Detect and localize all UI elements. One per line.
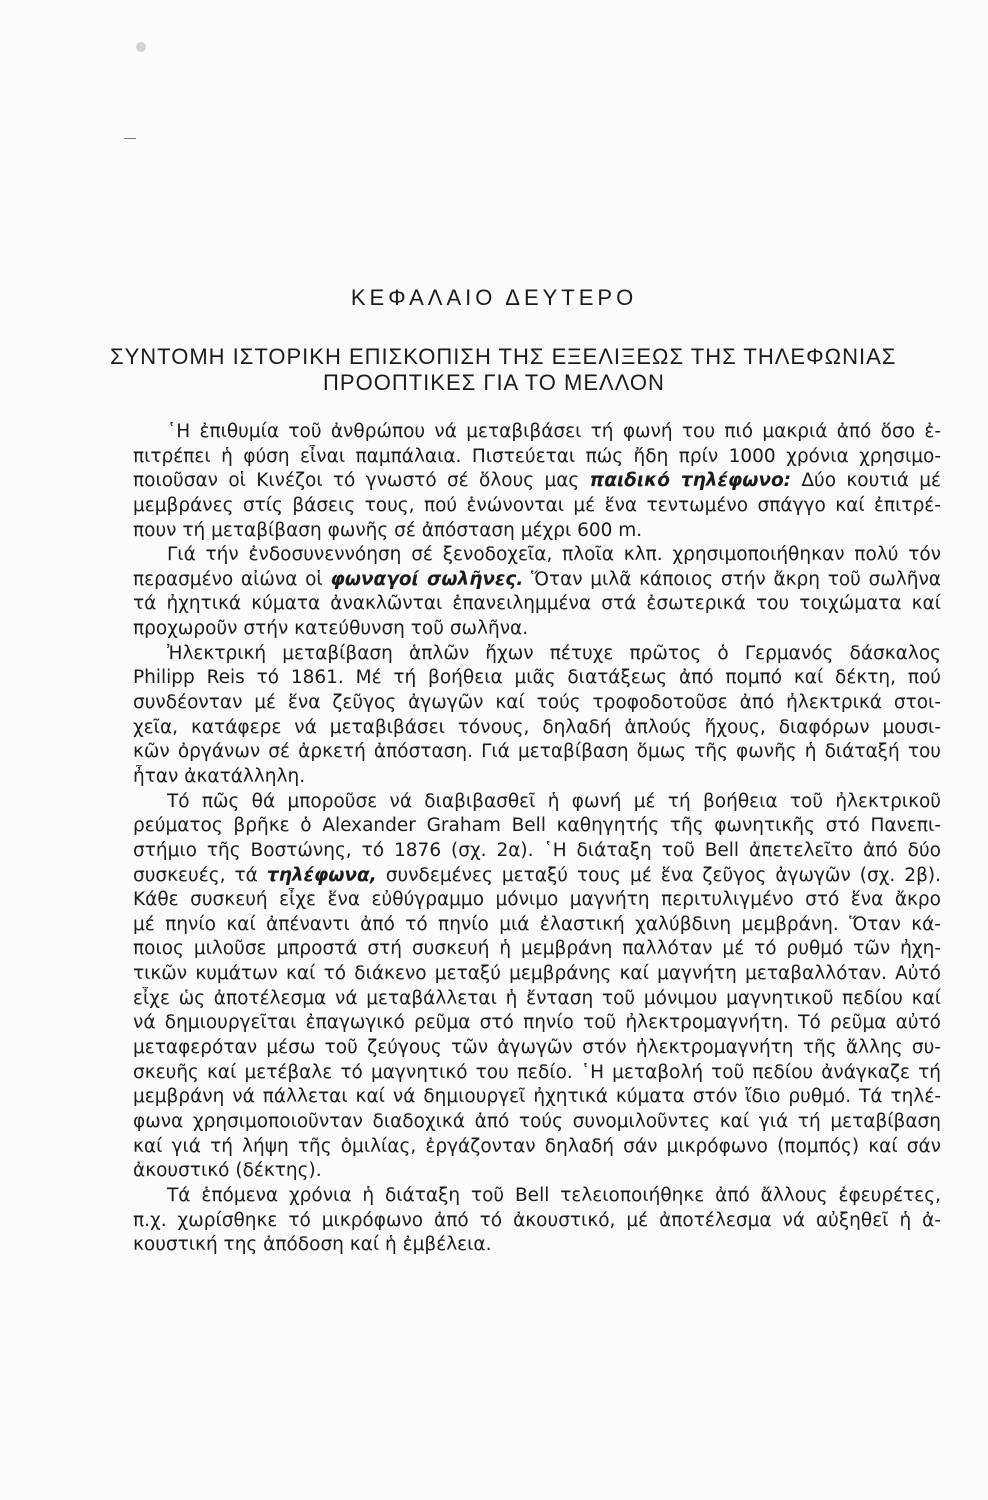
chapter-label: ΚΕΦΑΛΑΙΟ ΔΕΥΤΕΡΟ: [350, 285, 638, 310]
text-line: χεῖα, κατάφερε νά μεταβιβάσει τόνους, δηλαδή ἁπλούς ἤχους, διαφόρων μουσι-: [133, 716, 941, 738]
text-run: ποιοῦσαν οἱ Κινέζοι τό γνωστό σέ ὅλους μας: [133, 470, 590, 492]
text-line: ἀκουστικό (δέκτης).: [133, 1160, 322, 1182]
emphasized-term: τηλέφωνα,: [266, 864, 377, 886]
text-line: μεμβράνη νά πάλλεται καί νά δημιουργεῖ ἠχητικά κύματα στόν ἴδιο ρυθμό. Τά τηλέ-: [133, 1086, 941, 1108]
text-line: μεμβράνες στίς βάσεις τους, πού ἑνώνονται μέ ἕνα τεντωμένο σπάγγο καί ἐπιτρέ-: [133, 494, 941, 516]
body-text: [133, 420, 941, 1258]
text-line: Κάθε συσκευή εἶχε ἕνα εὐθύγραμμο μόνιμο μαγνήτη περιτυλιγμένο στό ἕνα ἄκρο: [133, 889, 941, 911]
text-run: Ὅταν μιλᾶ κάποιος στήν ἄκρη τοῦ σωλῆνα: [523, 568, 941, 590]
text-line: Τό πῶς θά μποροῦσε νά διαβιβασθεῖ ἡ φωνή μέ τή βοήθεια τοῦ ἠλεκτρικοῦ: [167, 790, 941, 812]
text-line: Τά ἑπόμενα χρόνια ἡ διάταξη τοῦ Bell τελειοποιήθηκε ἀπό ἄλλους ἐφευρέτες,: [167, 1184, 941, 1206]
text-line: ῾Η ἐπιθυμία τοῦ ἀνθρώπου νά μεταβιβάσει τή φωνή του πιό μακριά ἀπό ὅσο ἐ-: [167, 421, 941, 442]
text-run: συσκευές, τά: [133, 864, 267, 886]
text-line: ποιος μιλοῦσε μπροστά στή συσκευή ἡ μεμβράνη παλλόταν μέ τό ρυθμό τῶν ἠχη-: [133, 938, 941, 960]
text-line: προχωροῦν στήν κατεύθυνση τοῦ σωλῆνα.: [133, 618, 529, 640]
text-line: νά δημιουργεῖται ἐπαγωγικό ρεῦμα στό πηνίο τοῦ ἠλεκτρομαγνήτη. Τό ρεῦμα αὐτό: [133, 1012, 941, 1034]
text-line: τικῶν κυμάτων καί τό διάκενο μεταξύ μεμβράνης καί μαγνήτη μεταβαλλόταν. Αὐτό: [133, 963, 941, 985]
text-line: τά ἠχητικά κύματα ἀνακλῶνται ἐπανειλημμένα στά ἐσωτερικά του τοιχώματα καί: [133, 593, 941, 615]
emphasized-term: παιδικό τηλέφωνο:: [589, 470, 792, 492]
text-line: κῶν ὀργάνων σέ ἀρκετή ἀπόσταση. Γιά μεταβίβαση ὅμως τῆς φωνῆς ἡ διάταξή του: [133, 741, 941, 763]
text-line: π.χ. χωρίσθηκε τό μικρόφωνο ἀπό τό ἀκουστικό, μέ ἀποτέλεσμα νά αὐξηθεῖ ἡ ἀ-: [133, 1209, 941, 1231]
text-run: περασμένο αἰώνα οἱ: [133, 568, 331, 590]
text-line: ἦταν ἀκατάλληλη.: [133, 765, 306, 787]
text-run: συνδεμένες μεταξύ τους μέ ἕνα ζεῦγος ἀγωγῶν (σχ. 2β).: [376, 864, 941, 886]
text-line: φωνα χρησιμοποιοῦνταν διαδοχικά ἀπό τούς συνομιλοῦντες καί γιά τή μεταβίβαση: [133, 1110, 941, 1132]
chapter-title-line-2: ΠΡΟΟΠΤΙΚΕΣ ΓΙΑ ΤΟ ΜΕΛΛΟΝ: [323, 370, 665, 395]
text-line: Philipp Reis τό 1861. Μέ τή βοήθεια μιᾶς διατάξεως ἀπό πομπό καί δέκτη, πού: [133, 667, 941, 689]
text-line: πουν τή μεταβίβαση φωνῆς σέ ἀπόσταση μέχρι 600 m.: [133, 519, 643, 541]
text-line: Ἠλεκτρική μεταβίβαση ἁπλῶν ἤχων πέτυχε πρῶτος ὁ Γερμανός δάσκαλος: [167, 642, 941, 664]
text-line: Γιά τήν ἐνδοσυνεννόηση σέ ξενοδοχεῖα, πλοῖα κλπ. χρησιμοποιήθηκαν πολύ τόν: [167, 544, 941, 566]
text-run: Δύο κουτιά μέ: [791, 470, 941, 492]
text-line: [133, 568, 941, 593]
text-line: μέ πηνίο καί ἀπέναντι ἀπό τό πηνίο μιά ἐλαστική χαλύβδινη μεμβράνη. Ὅταν κά-: [133, 913, 941, 935]
text-line: καί γιά τή λήψη τῆς ὁμιλίας, ἐργάζονταν δηλαδή σάν μικρόφωνο (πομπός) καί σάν: [133, 1135, 941, 1157]
text-line: [133, 864, 941, 889]
text-line: σκευῆς καί μετέβαλε τό μαγνητικό του πεδίο. ῾Η μεταβολή τοῦ πεδίου ἀνάγκαζε τή: [133, 1061, 941, 1083]
emphasized-term: φωναγοί σωλῆνες.: [330, 568, 524, 590]
text-line: πιτρέπει ἡ φύση εἶναι παμπάλαια. Πιστεύεται πώς ἤδη πρίν 1000 χρόνια χρησιμο-: [133, 445, 941, 467]
text-line: κουστική της ἀπόδοση καί ἡ ἐμβέλεια.: [133, 1234, 492, 1256]
text-line: μεταφερόταν μέσω τοῦ ζεύγους τῶν ἀγωγῶν στόν ἠλεκτρομαγνήτη τῆς ἄλλης συ-: [133, 1037, 941, 1059]
text-line: συνδέονταν μέ ἕνα ζεῦγος ἀγωγῶν καί τούς τροφοδοτοῦσε ἀπό ἠλεκτρικά στοι-: [133, 692, 941, 714]
chapter-title-line-1: ΣΥΝΤΟΜΗ ΙΣΤΟΡΙΚΗ ΕΠΙΣΚΟΠΙΣΗ ΤΗΣ ΕΞΕΛΙΞΕΩΣ ΤΗΣ ΤΗΛΕΦΩΝΙΑΣ: [110, 344, 897, 369]
text-line: στήμιο τῆς Βοστώνης, τό 1876 (σχ. 2α). ῾Η διάταξη τοῦ Bell ἀπετελεῖτο ἀπό δύο: [133, 839, 941, 861]
margin-mark: [124, 138, 136, 139]
text-line: εἶχε ὡς ἀποτέλεσμα νά μεταβάλλεται ἡ ἔνταση τοῦ μόνιμου μαγνητικοῦ πεδίου καί: [133, 987, 941, 1009]
text-line: [133, 469, 941, 494]
page-corner-mark: [136, 42, 146, 52]
text-line: ρεύματος βρῆκε ὁ Alexander Graham Bell καθηγητής τῆς φωνητικῆς στό Πανεπι-: [133, 815, 941, 837]
